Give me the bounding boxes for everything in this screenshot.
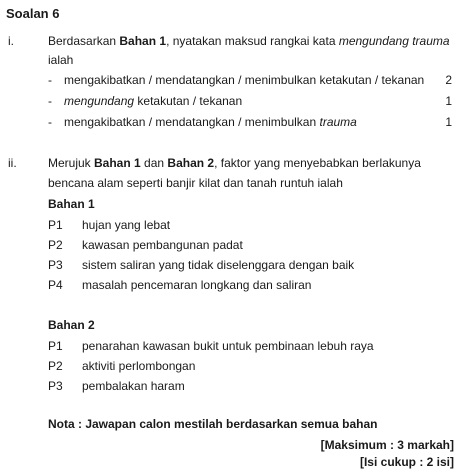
answer-mark: 1 xyxy=(445,94,452,108)
item-text: penarahan kawasan bukit untuk pembinaan lebuh raya xyxy=(82,339,374,353)
source-bahan-1: Bahan 1 xyxy=(94,156,141,170)
answer-mark: 1 xyxy=(445,115,452,129)
item-text: sistem saliran yang tidak diselenggara dengan baik xyxy=(82,258,355,272)
source-bahan-2: Bahan 2 xyxy=(167,156,215,170)
item-code: P2 xyxy=(48,359,63,373)
item-text: pembalakan haram xyxy=(82,379,185,393)
item-text: kawasan pembangunan padat xyxy=(82,238,243,252)
part-i-question-line2: ialah xyxy=(48,53,74,67)
bullet: - xyxy=(48,94,52,108)
item-code: P3 xyxy=(48,258,63,272)
item-code: P1 xyxy=(48,218,63,232)
answer-text: mengakibatkan / mendatangkan / menimbulkan ketakutan / tekanan xyxy=(64,73,425,87)
question-heading: Soalan 6 xyxy=(6,6,60,21)
bullet: - xyxy=(48,73,52,87)
answer-text: mengakibatkan / mendatangkan / menimbulkan trauma xyxy=(64,115,357,129)
max-marks: [Maksimum : 3 markah] xyxy=(320,438,454,452)
answer-text: mengundang ketakutan / tekanan xyxy=(64,94,243,108)
source-bahan-1: Bahan 1 xyxy=(119,34,167,48)
part-i-number: i. xyxy=(8,34,14,48)
bahan-2-title: Bahan 2 xyxy=(48,318,95,332)
bullet: - xyxy=(48,115,52,129)
item-text: aktiviti perlombongan xyxy=(82,359,196,373)
item-text: masalah pencemaran longkang dan saliran xyxy=(82,278,312,292)
phrase-mengundang-trauma: mengundang trauma xyxy=(338,34,450,48)
item-code: P3 xyxy=(48,379,63,393)
item-code: P1 xyxy=(48,339,63,353)
part-i-question: Berdasarkan Bahan 1, nyatakan maksud rangkai kata mengundang trauma xyxy=(48,34,450,48)
part-ii-number: ii. xyxy=(8,156,17,170)
marking-note: Nota : Jawapan calon mestilah berdasarkan semua bahan xyxy=(48,417,378,431)
answer-mark: 2 xyxy=(445,73,452,87)
bahan-1-title: Bahan 1 xyxy=(48,197,95,211)
item-code: P2 xyxy=(48,238,63,252)
item-code: P4 xyxy=(48,278,63,292)
item-text: hujan yang lebat xyxy=(82,218,171,232)
part-ii-question: Merujuk Bahan 1 dan Bahan 2, faktor yang menyebabkan berlakunya xyxy=(48,156,421,170)
points-sufficient: [Isi cukup : 2 isi] xyxy=(359,455,454,469)
part-ii-question-line2: bencana alam seperti banjir kilat dan tanah runtuh ialah xyxy=(48,176,343,190)
